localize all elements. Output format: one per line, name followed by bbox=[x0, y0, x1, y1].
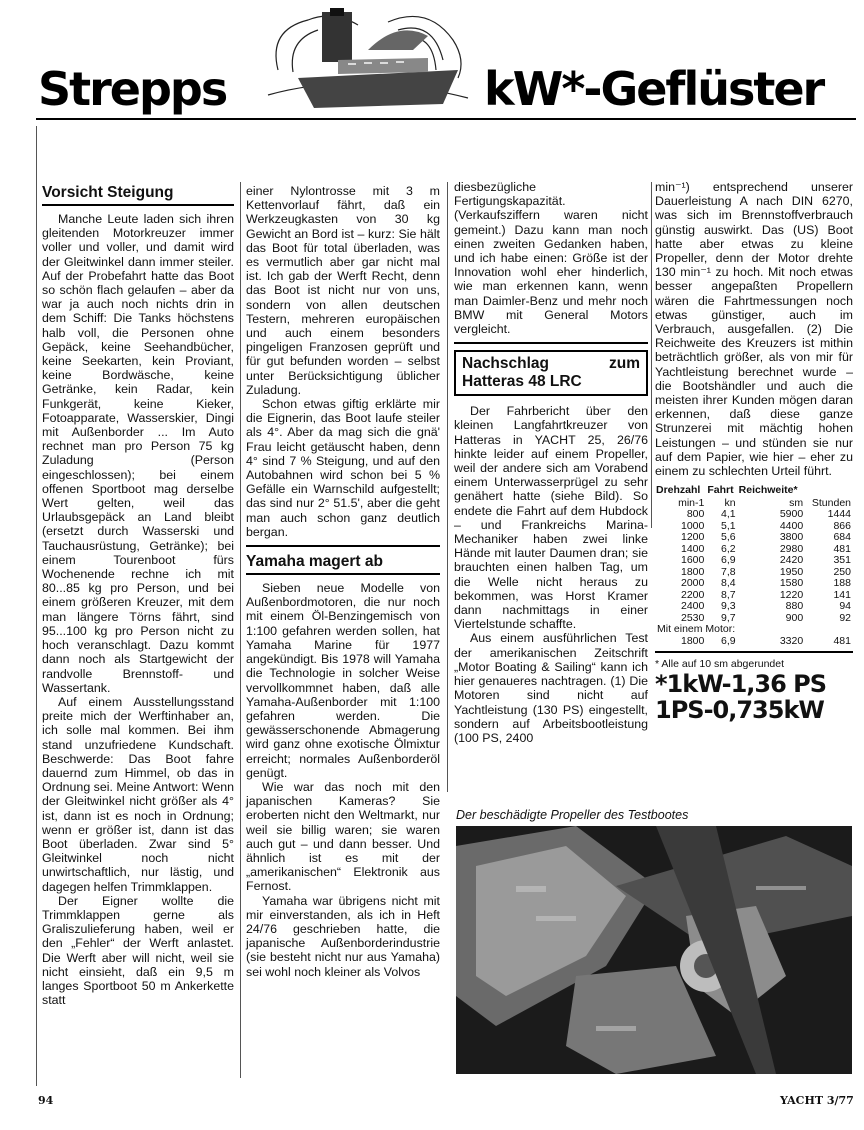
table-subheader: Stunden bbox=[811, 496, 851, 509]
headline-vorsicht-steigung: Vorsicht Steigung bbox=[42, 184, 234, 206]
masthead bbox=[0, 0, 864, 122]
cell: 5,6 bbox=[721, 531, 736, 544]
cell: 2400 bbox=[680, 600, 705, 613]
cell: 2000 bbox=[680, 577, 705, 590]
cell: 6,9 bbox=[721, 634, 736, 647]
paragraph: Sieben neue Modelle von Außenbordmotoren, die nur noch mit einem Öl-Benzingemisch von 1:100 gefahren werden sollen, hat Yamaha Marine für 1977 angekündigt. Bis 1978 will Yamaha die Technologie in solcher Weise vervollkommnet haben, daß alle Yamaha-Außenborder mit 1:100 gefahren werden. Die gewässerschonende Abmagerung wird ganz ohne exotische Ölmixtur erreicht; normales Außenborderöl genügt. bbox=[246, 581, 440, 780]
cell: 2200 bbox=[680, 588, 705, 601]
paragraph: Auf einem Ausstellungsstand preite mich der Werftinhaber an, ich solle mal kommen. Bei ihm stand unzufriedene Kundschaft. Beschwerde: Das Boot fahre dauernd zum Himmel, ob das in Ordnung sei. Meine Antwort: Wenn der Gleitwinkel nicht größer als 4° ist, dann ist es noch in Ordnung; wenn er größer ist, dann ist das Boot überladen. Zwar sind 5° Gleitwinkel noch nicht unwirtschaftlich, nur lästig, und dagegen helfen Trimmklappen. bbox=[42, 694, 234, 894]
article-column-3 bbox=[454, 180, 648, 745]
masthead-left-title: Strepps bbox=[38, 62, 227, 116]
cell: 4,1 bbox=[721, 508, 736, 521]
cell: 800 bbox=[686, 508, 705, 521]
table-subheader: kn bbox=[724, 496, 736, 509]
cell: 351 bbox=[833, 554, 851, 567]
cell: 5,1 bbox=[721, 519, 736, 532]
cell: 1600 bbox=[680, 554, 705, 567]
cell: 880 bbox=[785, 600, 804, 613]
cell: 2420 bbox=[779, 554, 804, 567]
paragraph: min⁻¹) entsprechend unserer Dauerleistung A nach DIN 6270, was sich im Brennstoffverbrauch günstig auswirkt. Das (US) Boot hatte aber etwas zu kleine Propeller, denn der Motor drehte 130 min⁻¹ zu hoch. Mit noch etwas besser angepaßten Propellern wären die Fahrtmessungen noch etwas günstiger, auch im Verbrauch, ausgefallen. (2) Die Reichweite des Kreuzers ist mithin beträchtlich größer, als von mir für Yachtleistung berechnet wurde – die Bootshändler und auch die meisten ihrer Kunden mögen daran erkennen, daß diese ganze Strunzerei mit mächtig hohen Leistungen – und stünden sie nur auf dem Papier, wie hier – eher zu einem zu schlechten Urteil führt. bbox=[655, 180, 853, 479]
headline-hatteras: Nachschlag zum Hatteras 48 LRC bbox=[454, 350, 648, 396]
cell: 8,4 bbox=[721, 577, 736, 590]
article-column-4 bbox=[655, 180, 853, 723]
photo-caption: Der beschädigte Propeller des Testbootes bbox=[456, 808, 689, 822]
cell: 9,7 bbox=[721, 611, 736, 624]
table-subheader: min-1 bbox=[678, 496, 705, 509]
cell: 5900 bbox=[779, 508, 804, 521]
masthead-right-title: kW*-Geflüster bbox=[484, 62, 824, 116]
paragraph: Manche Leute laden sich ihren gleitenden Motorkreuzer immer voller und voller, und damit wird der Gleitwinkel dann immer steiler. Auf der Probefahrt hatte das Boot so schön flach gelaufen – aber da war ja auch noch nichts drin in dem Schiff: Die Tanks höchstens halb voll, die Personen ohne Gepäck, keine Seehandbücher, keine Seekarten, kein Proviant, keine Bordwäsche, keine Getränke, kein Radar, kein Funkgerät, keine Kieker, Fotoapparate, Wasserskier, Dingi mit Außenborder ... Im Auto rechnet man pro Person 75 kg Zuladung (Person eingeschlossen); bei einem offenen Sportboot mag derselbe Wert gelten, weil das Urlaubsgepäck an Land bleibt (ersetzt durch Wasserski und Tauchausrüstung, Getränke); bei einem Tourenboot fürs Wochenende rechne ich mit 80...85 kg pro Person, und bei einem größeren Kreuzer, mit dem man längere Törns fährt, sind 95...100 kg pro Person nicht zu hoch veranschlagt. Dazu kommt dann noch als Startgewicht der randvolle Brennstoff- und Wassertank. bbox=[42, 212, 234, 695]
cell: 1800 bbox=[680, 565, 705, 578]
cell: 94 bbox=[839, 600, 851, 613]
cell: 1400 bbox=[680, 542, 705, 555]
page-border-left bbox=[36, 126, 37, 1086]
conversion-line-1: *1kW-1,36 PS bbox=[655, 670, 827, 699]
cell: 3320 bbox=[779, 634, 804, 647]
propeller-photo bbox=[456, 826, 852, 1074]
cell: 900 bbox=[785, 611, 804, 624]
column-divider bbox=[651, 182, 652, 528]
article-column-2 bbox=[246, 184, 440, 979]
table-header bbox=[805, 484, 853, 498]
single-engine-label: Mit einem Motor: bbox=[657, 623, 736, 636]
cell: 1444 bbox=[827, 508, 851, 521]
table-header: Fahrt bbox=[707, 484, 734, 497]
cell: 7,8 bbox=[721, 565, 736, 578]
cell: 1200 bbox=[680, 531, 705, 544]
paragraph: Wie war das noch mit den japanischen Kameras? Sie eroberten nicht den Weltmarkt, nur weil sie billig waren; sie waren auch gut – und dann besser. Und ähnlich ist es mit der „amerikanischen“ Elektronik aus Fernost. bbox=[246, 779, 440, 894]
table-rule bbox=[655, 651, 853, 653]
issue-label: YACHT 3/77 bbox=[780, 1094, 854, 1107]
article-column-1 bbox=[42, 184, 234, 1007]
cell: 2980 bbox=[779, 542, 804, 555]
cell: 250 bbox=[833, 565, 851, 578]
cell: 481 bbox=[833, 634, 851, 647]
paragraph: diesbezügliche Fertigungskapazität. (Verkaufsziffern waren nicht gemeint.) Dazu kann man noch einen zweiten Gedanken haben, und ich habe einen: Größe ist der Innovation wohl eher hinderlich, wie man erkennen kann, wenn man Daimler-Benz und mehr noch BMW mit General Motors vergleicht. bbox=[454, 180, 648, 337]
column-divider bbox=[240, 182, 241, 1078]
table-header: Drehzahl bbox=[656, 484, 701, 497]
cell: 684 bbox=[833, 531, 851, 544]
cell: 3800 bbox=[779, 531, 804, 544]
column-divider bbox=[447, 182, 448, 792]
table-footnote: * Alle auf 10 sm abgerundet bbox=[655, 658, 785, 671]
masthead-rule bbox=[36, 118, 856, 120]
headline-yamaha: Yamaha magert ab bbox=[246, 553, 440, 575]
section-rule bbox=[454, 342, 648, 344]
cell: 141 bbox=[833, 588, 851, 601]
cell: 4400 bbox=[779, 519, 804, 532]
cell: 481 bbox=[833, 542, 851, 555]
paragraph: Der Eigner wollte die Trimmklappen gerne als Graliszulieferung haben, weil er den „Fehler“ der Werft anlastet. Die Werft aber will nicht, weil sie nicht einsieht, daß ein 9,5 m langes Sportboot 50 m Ankerkette statt bbox=[42, 893, 234, 1008]
cell: 1000 bbox=[680, 519, 705, 532]
cell: 1950 bbox=[779, 565, 804, 578]
paragraph: Yamaha war übrigens nicht mit mir einverstanden, als ich in Heft 24/76 geschrieben hatte, die japanische Außenborderindustrie (sie besteht nicht nur aus Yamaha) sei wohl noch kleiner als Volvos bbox=[246, 893, 440, 979]
cell: 9,3 bbox=[721, 600, 736, 613]
cell: 2530 bbox=[680, 611, 705, 624]
range-table bbox=[655, 484, 853, 647]
paragraph: einer Nylontrosse mit 3 m Kettenvorlauf fährt, daß ein Werkzeugkasten von 30 kg Gewicht an Bord ist – kurz: Sie hält das Boot für total überladen, was es vermutlich aber gar nicht mal ist. Ich gab der Werft Recht, denn das Boot ist nicht nur von uns, sondern von allen deutschen Testern, mehreren europäischen und auch einem besonders pingeligen Franzosen geprüft und für gut befunden worden – selbst unter Berücksichtigung üblicher Zuladung. bbox=[246, 184, 440, 397]
cell: 188 bbox=[833, 577, 851, 590]
cell: 1580 bbox=[779, 577, 804, 590]
table-subheader: sm bbox=[789, 496, 804, 509]
cell: 866 bbox=[833, 519, 851, 532]
section-rule bbox=[246, 545, 440, 547]
cell: 6,9 bbox=[721, 554, 736, 567]
paragraph: Aus einem ausführlichen Test der amerikanischen Zeitschrift „Motor Boating & Sailing“ kann ich hier genaueres nachtragen. (1) Die Motoren sind nicht auf Yachtleistung (130 PS) eingestellt, sondern auf Arbeitsbootleistung (100 PS, 2400 bbox=[454, 631, 648, 745]
paragraph: Schon etwas giftig erklärte mir die Eignerin, das Boot laufe steiler als 4°. Aber da mag sich die gnä' Frau leicht getäuscht haben, denn 4° sind 7 % Steigung, und auf den Autobahnen wird schon bei 5 % Gefälle ein Warnschild aufgestellt; das sind nur 2° 51.5', aber die geht man auch schon ganz deutlich bergan. bbox=[246, 397, 440, 539]
cell: 1220 bbox=[779, 588, 804, 601]
cell: 6,2 bbox=[721, 542, 736, 555]
cell: 92 bbox=[839, 611, 851, 624]
cell: 8,7 bbox=[721, 588, 736, 601]
cell: 1800 bbox=[680, 634, 705, 647]
ship-logo-illustration bbox=[238, 0, 488, 122]
conversion-line-2: 1PS-0,735kW bbox=[655, 696, 824, 725]
propeller-photo-illustration bbox=[456, 826, 852, 1074]
table-header: Reichweite* bbox=[738, 484, 798, 497]
page-number: 94 bbox=[38, 1094, 54, 1107]
table-row bbox=[655, 636, 853, 648]
paragraph: Der Fahrbericht über den kleinen Langfahrtkreuzer von Hatteras in YACHT 25, 26/76 hinkte leider auf einem Propeller, weil der andere sich am Vorabend einem Unterwasserprügel zu sehr genähert hatte (siehe Bild). So endete die Fahrt auf dem Hubdock – und Frankreichs Marina-Mechaniker haben zwei linke Hände mit lauter Daumen dran; sie brauchten einen halben Tag, um die Welle nicht heraus zu bekommen, was Horst Kramer dann nachmittags in einer Viertelstunde schaffte. bbox=[454, 404, 648, 632]
